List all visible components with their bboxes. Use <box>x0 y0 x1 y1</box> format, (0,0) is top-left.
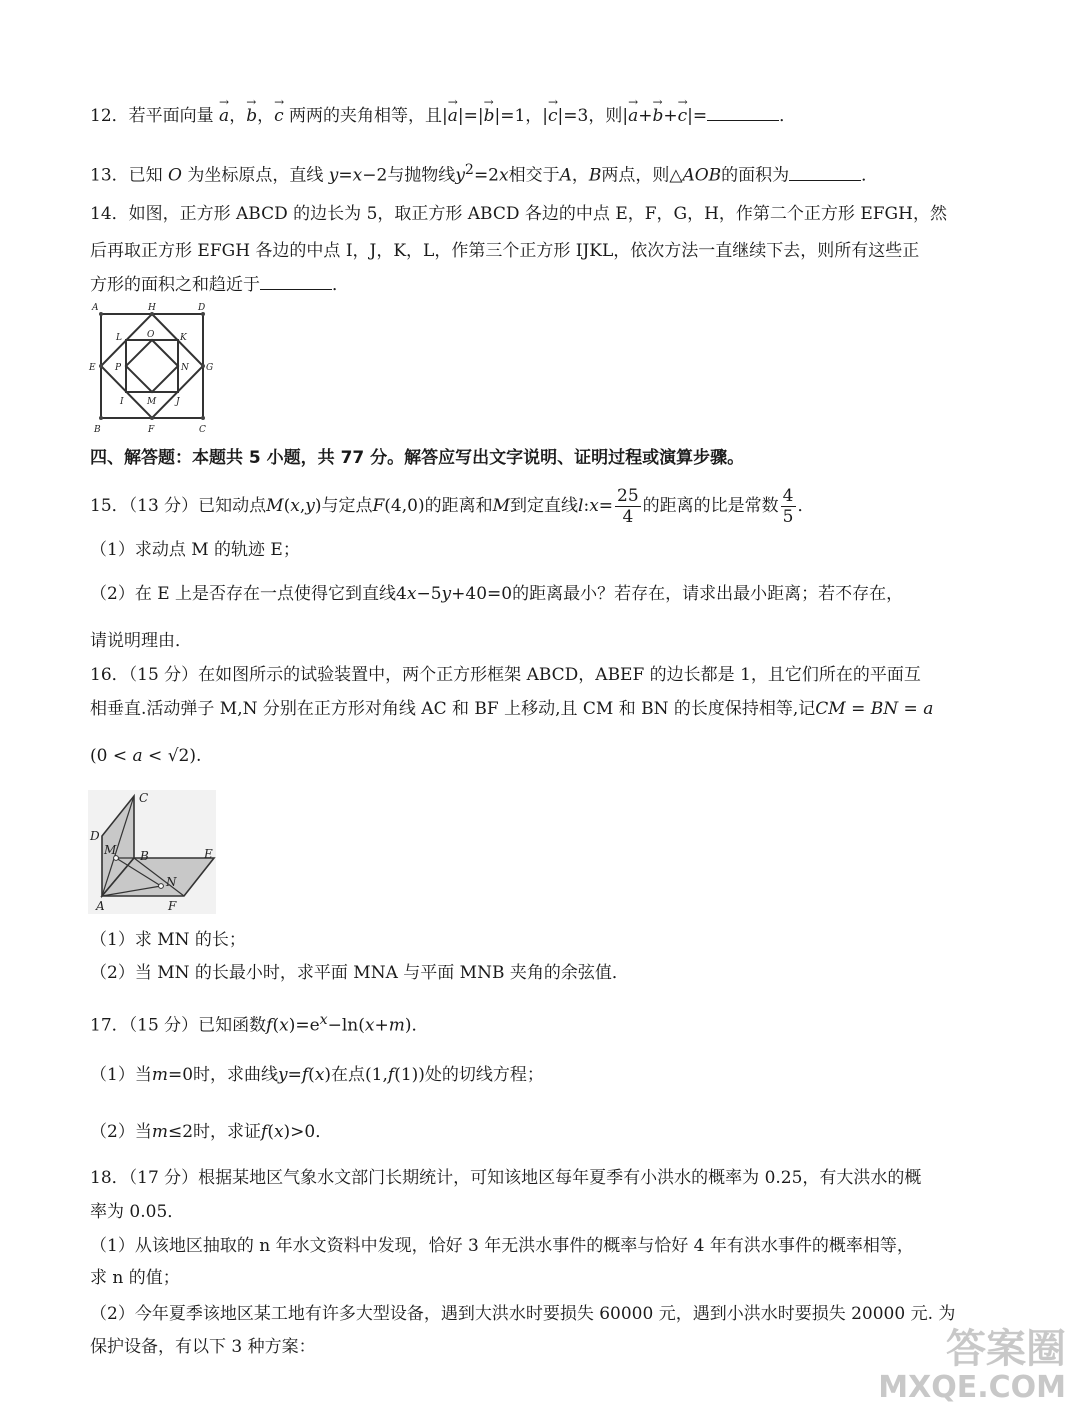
label-J: J <box>176 397 180 407</box>
label-D: D <box>198 303 206 313</box>
label-C: C <box>199 425 206 435</box>
label-F: F <box>168 899 177 913</box>
q12-prefix: 12．若平面向量 <box>90 106 214 126</box>
q16-part2: （2）当 MN 的长最小时，求平面 MNA 与平面 MNB 夹角的余弦值． <box>90 963 629 983</box>
q18-line2: 率为 0.05． <box>90 1202 185 1222</box>
label-P: P <box>115 363 122 373</box>
q15-part1: （1）求动点 M 的轨迹 E； <box>90 540 300 560</box>
label-E: E <box>89 363 96 373</box>
label-B: B <box>140 849 149 863</box>
perpendicular-squares-figure <box>88 790 216 914</box>
label-O: O <box>147 330 155 340</box>
label-N: N <box>166 875 177 889</box>
label-H: H <box>148 303 156 313</box>
label-A: A <box>96 899 105 913</box>
label-A: A <box>92 303 99 313</box>
q14-line1: 14．如图，正方形 ABCD 的边长为 5，取正方形 ABCD 各边的中点 E，F，G，H，作第二个正方形 EFGH，然 <box>90 204 947 224</box>
section-heading: 四、解答题：本题共 5 小题，共 77 分。解答应写出文字说明、证明过程或演算步骤。 <box>90 448 745 468</box>
fraction-25-4: $\frac{25}{4}$ <box>617 486 639 527</box>
label-L: L <box>116 333 122 343</box>
label-K: K <box>180 333 187 343</box>
q15-part2: （2）在 E 上是否存在一点使得它到直线4x−5y+40=0的距离最小？若存在，请求出最小距离；若不存在， <box>90 584 904 604</box>
label-I: I <box>120 397 124 407</box>
fraction-4-5: $\frac{4}{5}$ <box>782 486 794 527</box>
label-B: B <box>94 425 101 435</box>
label-F: F <box>148 425 155 435</box>
q17-part1: （1）当m=0时，求曲线y=f(x)在点(1,f(1))处的切线方程； <box>90 1065 544 1085</box>
q16-line3: (0 < a < √2). <box>90 746 202 766</box>
label-G: G <box>206 363 214 373</box>
q18-line4: 求 n 的值； <box>90 1268 180 1288</box>
answer-blank <box>260 275 332 290</box>
q18-line3: （1）从该地区抽取的 n 年水文资料中发现，恰好 3 年无洪水事件的概率与恰好 4 年有洪水事件的概率相等， <box>90 1236 914 1256</box>
q17-part2: （2）当m≤2时，求证f(x)>0． <box>90 1122 333 1142</box>
answer-blank <box>707 106 779 121</box>
q18-line6: 保护设备，有以下 3 种方案： <box>90 1337 316 1357</box>
q18-line1: 18．（17 分）根据某地区气象水文部门长期统计，可知该地区每年夏季有小洪水的概率为 0.25，有大洪水的概 <box>90 1168 922 1188</box>
label-N: N <box>181 363 189 373</box>
q18-line5: （2）今年夏季该地区某工地有许多大型设备，遇到大洪水时要损失 60000 元，遇到小洪水时要损失 20000 元. 为 <box>90 1304 956 1324</box>
q12-line: 12．若平面向量 → a，→ b，→ c 两两的夹角相等，且|→ a|=|→ b|=1，|→ c|=3，则|→ a+→ b+→ c|= ． <box>90 104 796 128</box>
label-C: C <box>139 791 149 805</box>
q16-line1: 16．（15 分）在如图所示的试验装置中，两个正方形框架 ABCD，ABEF 的边长都是 1，且它们所在的平面互 <box>90 665 921 685</box>
q16-part1: （1）求 MN 的长； <box>90 930 246 950</box>
nested-squares-figure <box>88 302 216 436</box>
q14-line3: 方形的面积之和趋近于 ． <box>90 275 349 295</box>
answer-blank <box>789 166 861 181</box>
watermark: 答案圈 MXQE.COM <box>878 1326 1066 1405</box>
q15-line: 15．（13 分）已知动点M(x,y)与定点F(4,0)的距离和M到定直线l:x= $\frac{25}{4}$ 的距离的比是常数 $\frac{4}{5}$ ． <box>90 486 815 527</box>
label-E: E <box>204 847 213 861</box>
q16-line2: 相垂直.活动弹子 M,N 分别在正方形对角线 AC 和 BF 上移动,且 CM 和 BN 的长度保持相等,记CM = BN = a <box>90 699 934 719</box>
q17-line: 17．（15 分）已知函数$f(x)=e^x-\ln(x+m)$． <box>90 1012 429 1036</box>
label-M: M <box>147 397 157 407</box>
label-D: D <box>90 829 100 843</box>
label-M: M <box>104 843 117 857</box>
q12-mid1: 两两的夹角相等，且 <box>289 106 443 126</box>
q15-part2-cont: 请说明理由． <box>90 631 192 651</box>
q14-line2: 后再取正方形 EFGH 各边的中点 I，J，K，L，作第三个正方形 IJKL，依次方法一直继续下去，则所有这些正 <box>90 241 920 261</box>
q13-line: 13．已知 O 为坐标原点，直线 y=x−2与抛物线$y^2=2x$相交于A，B两点，则△AOB的面积为 ． <box>90 162 879 186</box>
